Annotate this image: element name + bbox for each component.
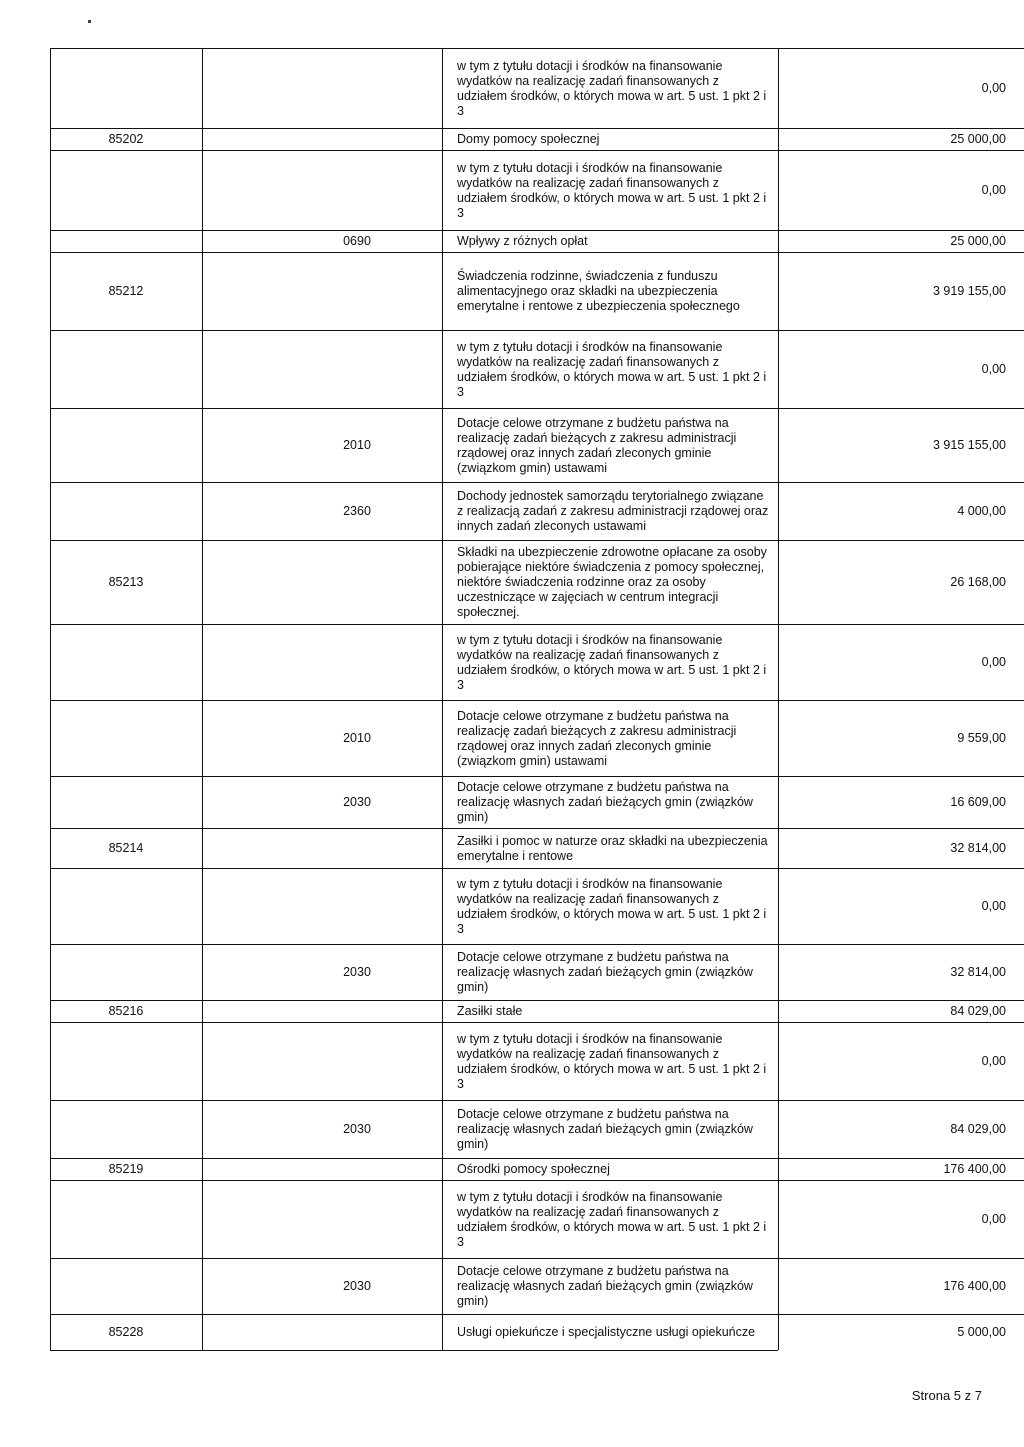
opis-cell bbox=[445, 331, 778, 408]
kwota-text: 0,00 bbox=[981, 1212, 1006, 1226]
rozdzial-cell bbox=[50, 49, 202, 128]
opis-cell bbox=[445, 1315, 778, 1350]
table-row bbox=[50, 1258, 1024, 1314]
opis-cell bbox=[445, 231, 778, 252]
opis-cell bbox=[445, 869, 778, 944]
table-row bbox=[50, 1022, 1024, 1100]
kwota-text: 0,00 bbox=[981, 655, 1006, 669]
paragraf-cell bbox=[202, 151, 442, 230]
table-row bbox=[50, 230, 1024, 252]
paragraf-cell bbox=[202, 1101, 442, 1158]
kwota-text: 3 919 155,00 bbox=[933, 284, 1006, 298]
kwota-text: 4 000,00 bbox=[957, 504, 1006, 518]
rozdzial-cell bbox=[50, 945, 202, 1000]
opis-cell bbox=[445, 483, 778, 540]
kwota-cell bbox=[778, 151, 1006, 230]
paragraf-text: 0690 bbox=[343, 234, 371, 248]
opis-text: w tym z tytułu dotacji i środków na finansowanie wydatków na realizację zadań finansowanych z udziałem środków, o których mowa w art. 5 ust. 1 pkt 2 i 3 bbox=[457, 339, 770, 399]
table-row bbox=[50, 128, 1024, 150]
table-row bbox=[50, 150, 1024, 230]
kwota-text: 0,00 bbox=[981, 81, 1006, 95]
rozdzial-cell bbox=[50, 541, 202, 624]
paragraf-cell bbox=[202, 129, 442, 150]
opis-cell bbox=[445, 777, 778, 828]
income-table bbox=[50, 48, 1024, 1350]
kwota-text: 25 000,00 bbox=[950, 234, 1006, 248]
table-row bbox=[50, 868, 1024, 944]
opis-text: Zasiłki stałe bbox=[457, 1004, 523, 1018]
opis-text: w tym z tytułu dotacji i środków na finansowanie wydatków na realizację zadań finansowanych z udziałem środków, o których mowa w art. 5 ust. 1 pkt 2 i 3 bbox=[457, 876, 770, 936]
opis-cell bbox=[445, 541, 778, 624]
opis-text: Ośrodki pomocy społecznej bbox=[457, 1162, 610, 1176]
rozdzial-cell bbox=[50, 253, 202, 330]
paragraf-text: 2030 bbox=[343, 1279, 371, 1293]
rozdzial-cell bbox=[50, 1001, 202, 1022]
opis-cell bbox=[445, 409, 778, 482]
paragraf-cell bbox=[202, 1315, 442, 1350]
scan-speck bbox=[88, 20, 91, 23]
paragraf-cell bbox=[202, 331, 442, 408]
table-row bbox=[50, 252, 1024, 330]
paragraf-text: 2030 bbox=[343, 1122, 371, 1136]
opis-text: Dotacje celowe otrzymane z budżetu państwa na realizację własnych zadań bieżących gmin (związków gmin) bbox=[457, 950, 757, 994]
opis-text: w tym z tytułu dotacji i środków na finansowanie wydatków na realizację zadań finansowanych z udziałem środków, o których mowa w art. 5 ust. 1 pkt 2 i 3 bbox=[457, 160, 770, 220]
kwota-cell bbox=[778, 869, 1006, 944]
opis-cell bbox=[445, 1181, 778, 1258]
rozdzial-text: 85216 bbox=[108, 1004, 144, 1018]
opis-text: Świadczenia rodzinne, świadczenia z funduszu alimentacyjnego oraz składki na ubezpieczenia emerytalne i rentowe z ubezpieczenia społecznego bbox=[457, 269, 740, 313]
table-bottom-border bbox=[50, 1350, 778, 1351]
kwota-cell bbox=[778, 829, 1006, 868]
rozdzial-text: 85212 bbox=[108, 284, 144, 298]
opis-text: w tym z tytułu dotacji i środków na finansowanie wydatków na realizację zadań finansowanych z udziałem środków, o których mowa w art. 5 ust. 1 pkt 2 i 3 bbox=[457, 632, 770, 692]
table-row bbox=[50, 828, 1024, 868]
page-number: Strona 5 z 7 bbox=[911, 1388, 982, 1403]
kwota-cell bbox=[778, 701, 1006, 776]
rozdzial-cell bbox=[50, 869, 202, 944]
opis-text: Dotacje celowe otrzymane z budżetu państwa na realizację zadań bieżących z zakresu administracji rządowej oraz innych zadań zleconych gminie (związkom gmin) ustawami bbox=[457, 415, 740, 475]
kwota-text: 26 168,00 bbox=[950, 575, 1006, 589]
rozdzial-cell bbox=[50, 1101, 202, 1158]
table-row bbox=[50, 1100, 1024, 1158]
table-row bbox=[50, 1158, 1024, 1180]
kwota-cell bbox=[778, 541, 1006, 624]
kwota-text: 3 915 155,00 bbox=[933, 438, 1006, 452]
paragraf-cell bbox=[202, 777, 442, 828]
kwota-text: 32 814,00 bbox=[950, 965, 1006, 979]
kwota-cell bbox=[778, 1101, 1006, 1158]
kwota-cell bbox=[778, 253, 1006, 330]
opis-cell bbox=[445, 1001, 778, 1022]
opis-cell bbox=[445, 1159, 778, 1180]
opis-text: Dotacje celowe otrzymane z budżetu państwa na realizację własnych zadań bieżących gmin (związków gmin) bbox=[457, 1264, 757, 1308]
table-row bbox=[50, 540, 1024, 624]
kwota-text: 32 814,00 bbox=[950, 841, 1006, 855]
rozdzial-cell bbox=[50, 625, 202, 700]
opis-text: w tym z tytułu dotacji i środków na finansowanie wydatków na realizację zadań finansowanych z udziałem środków, o których mowa w art. 5 ust. 1 pkt 2 i 3 bbox=[457, 1031, 770, 1091]
opis-cell bbox=[445, 129, 778, 150]
opis-cell bbox=[445, 701, 778, 776]
opis-cell bbox=[445, 151, 778, 230]
paragraf-text: 2030 bbox=[343, 795, 371, 809]
opis-text: Domy pomocy społecznej bbox=[457, 132, 600, 146]
rozdzial-text: 85202 bbox=[108, 132, 144, 146]
kwota-cell bbox=[778, 1159, 1006, 1180]
table-row bbox=[50, 944, 1024, 1000]
rozdzial-text: 85213 bbox=[108, 575, 144, 589]
paragraf-cell bbox=[202, 945, 442, 1000]
opis-text: Zasiłki i pomoc w naturze oraz składki na ubezpieczenia emerytalne i rentowe bbox=[457, 833, 772, 863]
kwota-text: 84 029,00 bbox=[950, 1122, 1006, 1136]
kwota-cell bbox=[778, 1259, 1006, 1314]
rozdzial-cell bbox=[50, 1023, 202, 1100]
paragraf-cell bbox=[202, 541, 442, 624]
paragraf-cell bbox=[202, 1181, 442, 1258]
paragraf-cell bbox=[202, 625, 442, 700]
paragraf-cell bbox=[202, 1159, 442, 1180]
paragraf-text: 2010 bbox=[343, 438, 371, 452]
kwota-cell bbox=[778, 129, 1006, 150]
kwota-text: 84 029,00 bbox=[950, 1004, 1006, 1018]
paragraf-cell bbox=[202, 829, 442, 868]
kwota-cell bbox=[778, 483, 1006, 540]
rozdzial-cell bbox=[50, 829, 202, 868]
opis-text: Dotacje celowe otrzymane z budżetu państwa na realizację zadań bieżących z zakresu administracji rządowej oraz innych zadań zleconych gminie (związkom gmin) ustawami bbox=[457, 708, 740, 768]
kwota-text: 0,00 bbox=[981, 1054, 1006, 1068]
rozdzial-cell bbox=[50, 231, 202, 252]
opis-text: Składki na ubezpieczenie zdrowotne opłacane za osoby pobierające niektóre świadczenia z pomocy społecznej, niektóre świadczenia rodzinne oraz za osoby uczestniczące w zajęciach w centrum integracji społecznej. bbox=[457, 545, 771, 619]
opis-cell bbox=[445, 49, 778, 128]
table-row bbox=[50, 776, 1024, 828]
kwota-text: 25 000,00 bbox=[950, 132, 1006, 146]
opis-cell bbox=[445, 1101, 778, 1158]
kwota-cell bbox=[778, 625, 1006, 700]
table-row bbox=[50, 1000, 1024, 1022]
paragraf-text: 2360 bbox=[343, 504, 371, 518]
opis-cell bbox=[445, 945, 778, 1000]
kwota-text: 16 609,00 bbox=[950, 795, 1006, 809]
kwota-text: 0,00 bbox=[981, 183, 1006, 197]
kwota-cell bbox=[778, 1315, 1006, 1350]
kwota-cell bbox=[778, 945, 1006, 1000]
rozdzial-text: 85219 bbox=[108, 1162, 144, 1176]
opis-cell bbox=[445, 1023, 778, 1100]
kwota-cell bbox=[778, 1023, 1006, 1100]
table-row bbox=[50, 1314, 1024, 1350]
paragraf-cell bbox=[202, 409, 442, 482]
kwota-cell bbox=[778, 1001, 1006, 1022]
kwota-cell bbox=[778, 49, 1006, 128]
table-row bbox=[50, 624, 1024, 700]
kwota-cell bbox=[778, 409, 1006, 482]
table-row bbox=[50, 700, 1024, 776]
kwota-text: 176 400,00 bbox=[943, 1279, 1006, 1293]
opis-cell bbox=[445, 253, 778, 330]
rozdzial-cell bbox=[50, 1315, 202, 1350]
rozdzial-cell bbox=[50, 777, 202, 828]
paragraf-text: 2010 bbox=[343, 731, 371, 745]
rozdzial-cell bbox=[50, 129, 202, 150]
paragraf-cell bbox=[202, 49, 442, 128]
opis-text: Dotacje celowe otrzymane z budżetu państwa na realizację własnych zadań bieżących gmin (związków gmin) bbox=[457, 780, 757, 824]
kwota-text: 0,00 bbox=[981, 362, 1006, 376]
opis-cell bbox=[445, 1259, 778, 1314]
kwota-text: 5 000,00 bbox=[957, 1325, 1006, 1339]
paragraf-cell bbox=[202, 253, 442, 330]
table-row bbox=[50, 48, 1024, 128]
paragraf-cell bbox=[202, 869, 442, 944]
paragraf-cell bbox=[202, 483, 442, 540]
table-row bbox=[50, 330, 1024, 408]
opis-cell bbox=[445, 625, 778, 700]
table-row bbox=[50, 408, 1024, 482]
rozdzial-cell bbox=[50, 1159, 202, 1180]
opis-text: w tym z tytułu dotacji i środków na finansowanie wydatków na realizację zadań finansowanych z udziałem środków, o których mowa w art. 5 ust. 1 pkt 2 i 3 bbox=[457, 58, 770, 118]
opis-text: Wpływy z różnych opłat bbox=[457, 234, 588, 248]
kwota-text: 0,00 bbox=[981, 899, 1006, 913]
rozdzial-cell bbox=[50, 701, 202, 776]
rozdzial-cell bbox=[50, 483, 202, 540]
kwota-cell bbox=[778, 1181, 1006, 1258]
paragraf-cell bbox=[202, 1001, 442, 1022]
kwota-cell bbox=[778, 777, 1006, 828]
paragraf-cell bbox=[202, 1023, 442, 1100]
paragraf-text: 2030 bbox=[343, 965, 371, 979]
opis-text: Dotacje celowe otrzymane z budżetu państwa na realizację własnych zadań bieżących gmin (związków gmin) bbox=[457, 1107, 757, 1151]
opis-text: Usługi opiekuńcze i specjalistyczne usługi opiekuńcze bbox=[457, 1325, 756, 1339]
rozdzial-cell bbox=[50, 1259, 202, 1314]
paragraf-cell bbox=[202, 1259, 442, 1314]
paragraf-cell bbox=[202, 231, 442, 252]
paragraf-cell bbox=[202, 701, 442, 776]
kwota-text: 176 400,00 bbox=[943, 1162, 1006, 1176]
opis-text: w tym z tytułu dotacji i środków na finansowanie wydatków na realizację zadań finansowanych z udziałem środków, o których mowa w art. 5 ust. 1 pkt 2 i 3 bbox=[457, 1189, 770, 1249]
kwota-text: 9 559,00 bbox=[957, 731, 1006, 745]
opis-text: Dochody jednostek samorządu terytorialnego związane z realizacją zadań z zakresu administracji rządowej oraz innych zadań zleconych ustawami bbox=[457, 489, 772, 533]
kwota-cell bbox=[778, 331, 1006, 408]
rozdzial-cell bbox=[50, 151, 202, 230]
opis-cell bbox=[445, 829, 778, 868]
kwota-cell bbox=[778, 231, 1006, 252]
rozdzial-cell bbox=[50, 409, 202, 482]
rozdzial-text: 85214 bbox=[108, 841, 144, 855]
table-row bbox=[50, 482, 1024, 540]
rozdzial-text: 85228 bbox=[108, 1325, 144, 1339]
rozdzial-cell bbox=[50, 1181, 202, 1258]
rozdzial-cell bbox=[50, 331, 202, 408]
table-row bbox=[50, 1180, 1024, 1258]
